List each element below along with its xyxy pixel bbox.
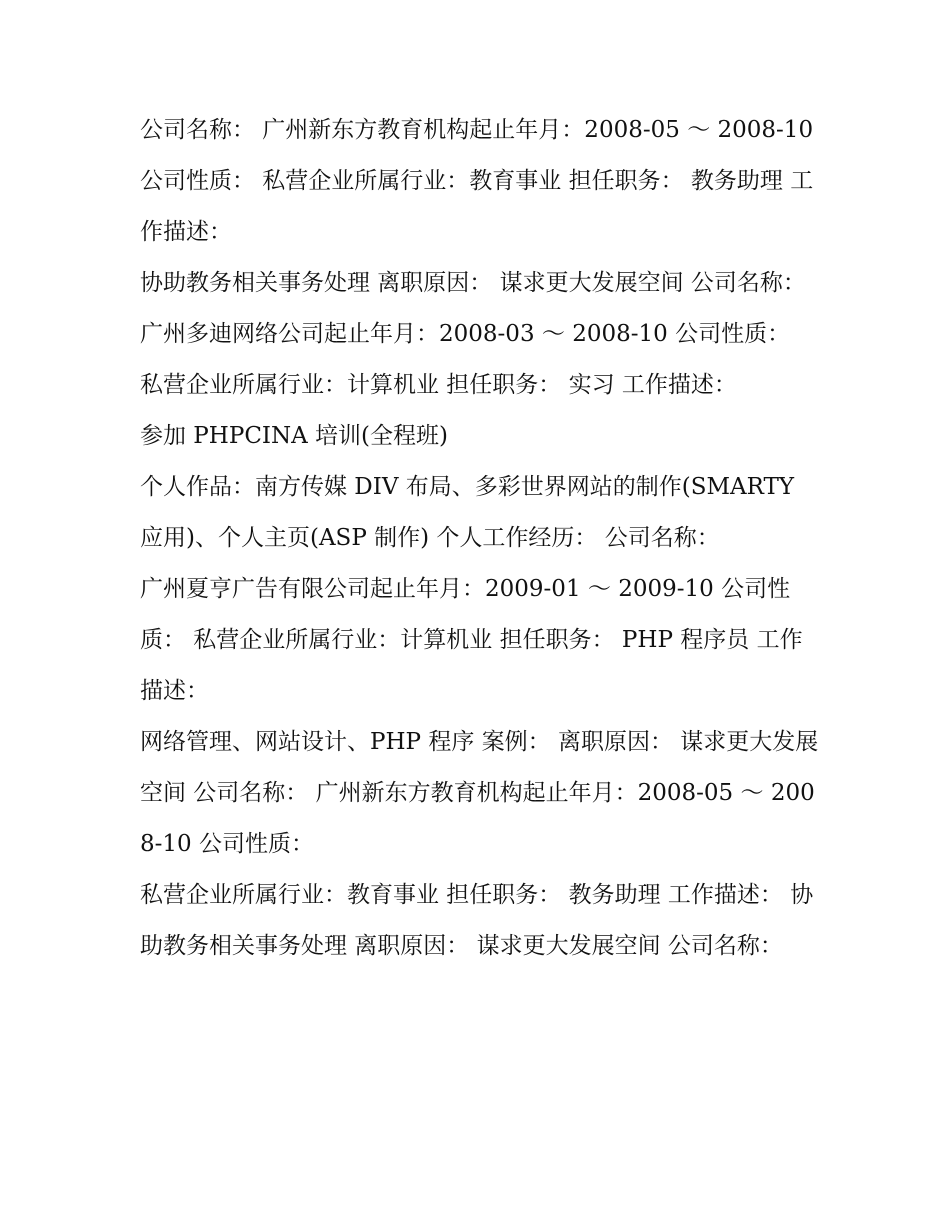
paragraph-3: 私营企业所属行业：计算机业 担任职务： 实习 工作描述： — [140, 372, 737, 398]
paragraph-7: 网络管理、网站设计、PHP 程序 案例： 离职原因： 谋求更大发展空间 公司名称： 广州新东方教育机构起止年月：2008-05 ～ 2008-10 公司性质： — [140, 729, 819, 857]
paragraph-5: 个人作品：南方传媒 DIV 布局、多彩世界网站的制作(SMARTY 应用)、个人主页(ASP 制作) 个人工作经历： 公司名称： — [140, 474, 802, 551]
document-body — [140, 105, 820, 972]
paragraph-2: 协助教务相关事务处理 离职原因： 谋求更大发展空间 公司名称： 广州多迪网络公司起止年月：2008-03 ～ 2008-10 公司性质： — [140, 270, 814, 347]
paragraph-6: 广州夏亨广告有限公司起止年月：2009-01 ～ 2009-10 公司性质： 私营企业所属行业：计算机业 担任职务： PHP 程序员 工作描述： — [140, 576, 803, 704]
paragraph-1: 公司名称： 广州新东方教育机构起止年月：2008-05 ～ 2008-10 公司性质： 私营企业所属行业：教育事业 担任职务： 教务助理 工作描述： — [140, 117, 821, 245]
paragraph-4: 参加 PHPCINA 培训(全程班) — [140, 423, 448, 449]
paragraph-8: 私营企业所属行业：教育事业 担任职务： 教务助理 工作描述： 协助教务相关事务处理 离职原因： 谋求更大发展空间 公司名称： — [140, 882, 814, 959]
